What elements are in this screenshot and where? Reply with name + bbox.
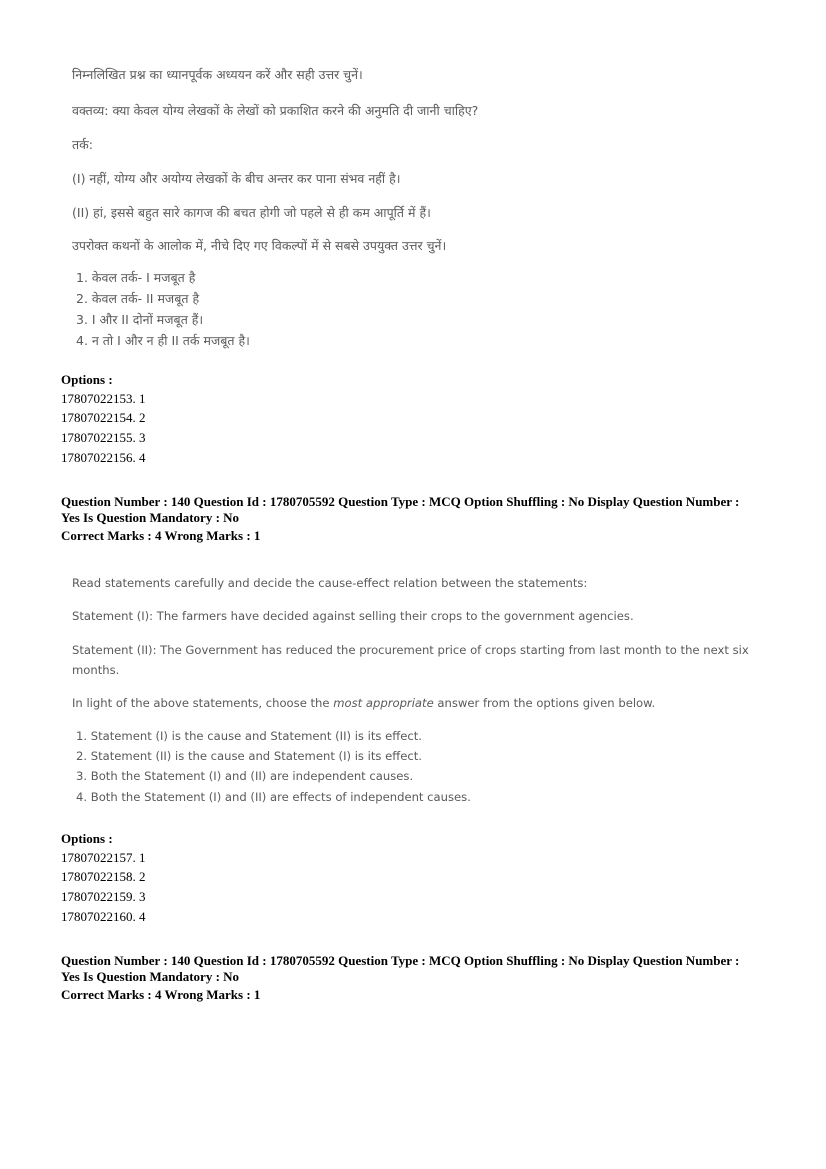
q2-statement-2: Statement (II): The Government has reduced the procurement price of crops starting from last month to the next six [72, 643, 749, 657]
q1-options-label: Options : [61, 372, 113, 387]
q2-header-line-1: Question Number : 140 Question Id : 1780705592 Question Type : MCQ Option Shuffling : No Display Question Number : [61, 494, 740, 509]
q2-statement-1: Statement (I): The farmers have decided against selling their crops to the government agencies. [72, 609, 634, 623]
q1-option-id-1: 17807022153. 1 [61, 391, 146, 406]
q2-option-id-3: 17807022159. 3 [61, 889, 146, 904]
question-image-hindi [72, 66, 772, 356]
q1-statement: वक्तव्य: क्या केवल योग्य लेखकों के लेखों को प्रकाशित करने की अनुमति दी जानी चाहिए? [72, 103, 479, 118]
q1-option-4: 4. न तो I और न ही II तर्क मजबूत है। [76, 333, 250, 348]
q2-option-id-1: 17807022157. 1 [61, 850, 146, 865]
q2-prompt-emphasis: most appropriate [333, 696, 434, 710]
q2-option-4: 4. Both the Statement (I) and (II) are effects of independent causes. [76, 790, 471, 804]
q1-option-id-4: 17807022156. 4 [61, 450, 146, 465]
q1-option-1: 1. केवल तर्क- I मजबूत है [76, 270, 196, 285]
q2-option-id-2: 17807022158. 2 [61, 869, 146, 884]
q2-option-2: 2. Statement (II) is the cause and Statement (I) is its effect. [76, 749, 422, 763]
q1-instruction: निम्नलिखित प्रश्न का ध्यानपूर्वक अध्ययन करें और सही उत्तर चुनें। [72, 67, 363, 82]
question-image-english [72, 576, 772, 812]
q2-statement-2-cont: months. [72, 663, 120, 677]
q3-header-line-2: Yes Is Question Mandatory : No [61, 969, 240, 984]
q2-option-id-4: 17807022160. 4 [61, 909, 146, 924]
q2-prompt [72, 696, 655, 710]
q2-header-marks: Correct Marks : 4 Wrong Marks : 1 [61, 528, 261, 543]
q2-options-label: Options : [61, 831, 113, 846]
q2-prompt-post: answer from the options given below. [433, 696, 656, 710]
q3-header-line-1: Question Number : 140 Question Id : 1780705592 Question Type : MCQ Option Shuffling : No Display Question Number : [61, 953, 740, 968]
q1-option-id-2: 17807022154. 2 [61, 410, 146, 425]
q3-header-marks: Correct Marks : 4 Wrong Marks : 1 [61, 987, 261, 1002]
q2-option-3: 3. Both the Statement (I) and (II) are independent causes. [76, 769, 414, 783]
q2-instruction: Read statements carefully and decide the cause-effect relation between the statements: [72, 576, 588, 590]
q2-header-line-2: Yes Is Question Mandatory : No [61, 510, 240, 525]
q1-option-id-3: 17807022155. 3 [61, 430, 146, 445]
q2-prompt-pre: In light of the above statements, choose the [72, 696, 334, 710]
q1-args-label: तर्क: [72, 137, 93, 152]
q1-option-2: 2. केवल तर्क- II मजबूत है [76, 291, 200, 306]
q1-prompt: उपरोक्त कथनों के आलोक में, नीचे दिए गए विकल्पों में से सबसे उपयुक्त उत्तर चुनें। [72, 238, 447, 253]
q1-argument-2: (II) हां, इससे बहुत सारे कागज की बचत होगी जो पहले से ही कम आपूर्ति में हैं। [72, 205, 431, 220]
q1-argument-1: (I) नहीं, योग्य और अयोग्य लेखकों के बीच अन्तर कर पाना संभव नहीं है। [72, 171, 401, 186]
q2-option-1: 1. Statement (I) is the cause and Statement (II) is its effect. [76, 729, 422, 743]
q1-option-3: 3. I और II दोनों मजबूत हैं। [76, 312, 204, 327]
